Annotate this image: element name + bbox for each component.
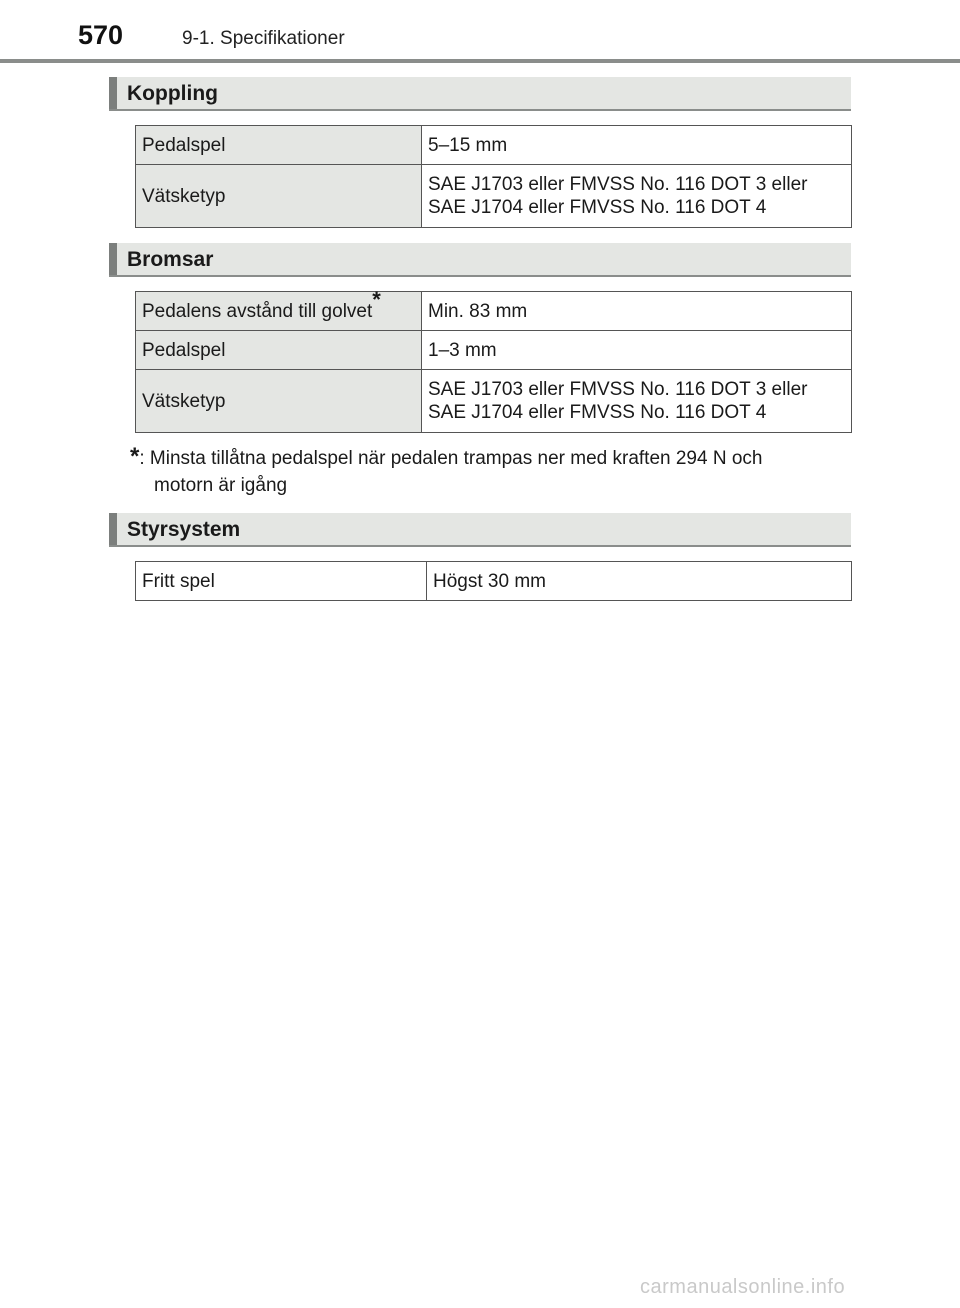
header-rule	[0, 59, 960, 63]
brakes-spec-table	[135, 287, 852, 433]
table-row	[136, 370, 852, 433]
spec-label: Pedalspel	[136, 126, 422, 165]
section-heading-steering	[109, 513, 851, 547]
spec-value: Min. 83 mm	[422, 292, 852, 331]
table-row	[136, 126, 852, 165]
footnote-text-continued: motorn är igång	[154, 475, 288, 496]
watermark: carmanualsonline.info	[640, 1276, 846, 1298]
footnote-text: : Minsta tillåtna pedalspel när pedalen trampas ner med kraften 294 N och	[139, 448, 763, 469]
table-row	[136, 292, 852, 331]
spec-value: Högst 30 mm	[427, 562, 852, 601]
spec-label: Vätsketyp	[136, 165, 422, 228]
spec-label: Fritt spel	[136, 562, 427, 601]
spec-value-line: SAE J1704 eller FMVSS No. 116 DOT 4	[428, 197, 767, 218]
section-title-clutch: Koppling	[127, 82, 218, 105]
spec-label: Pedalspel	[136, 331, 422, 370]
spec-value-line: SAE J1703 eller FMVSS No. 116 DOT 3 eller	[428, 174, 808, 195]
section-heading-brakes	[109, 243, 851, 277]
page-header	[0, 0, 960, 64]
table-row	[136, 562, 852, 601]
footnote-marker: *	[130, 443, 140, 470]
table-row	[136, 331, 852, 370]
brakes-footnote	[130, 443, 846, 499]
spec-value	[422, 370, 852, 433]
page-number: 570	[78, 20, 124, 50]
clutch-spec-table	[135, 125, 852, 228]
spec-label-text: Pedalens avstånd till golvet	[142, 300, 373, 322]
spec-label	[136, 287, 422, 331]
table-row	[136, 165, 852, 228]
section-title-steering: Styrsystem	[127, 518, 241, 541]
spec-label: Vätsketyp	[136, 370, 422, 433]
running-title: 9-1. Specifikationer	[182, 28, 345, 49]
section-heading-clutch	[109, 77, 851, 111]
spec-value	[422, 165, 852, 228]
spec-value: 5–15 mm	[422, 126, 852, 165]
section-title-brakes: Bromsar	[127, 248, 214, 271]
spec-value-line: SAE J1703 eller FMVSS No. 116 DOT 3 eller	[428, 379, 808, 400]
spec-value: 1–3 mm	[422, 331, 852, 370]
steering-spec-table	[135, 561, 852, 601]
footnote-marker: *	[372, 287, 381, 313]
spec-value-line: SAE J1704 eller FMVSS No. 116 DOT 4	[428, 402, 767, 423]
